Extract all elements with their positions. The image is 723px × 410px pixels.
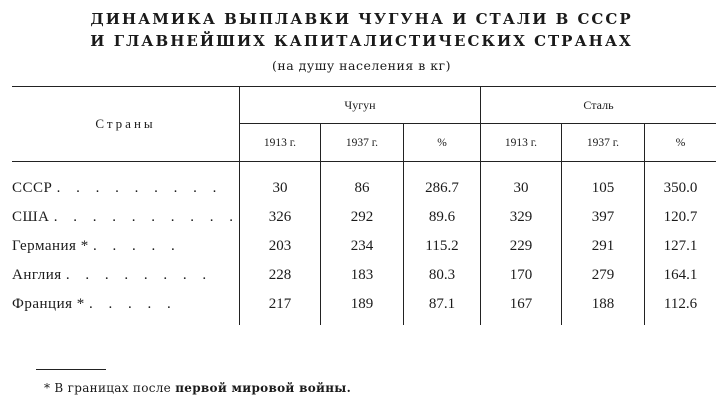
leader-dots: . . . . . xyxy=(89,296,177,312)
country-name: СССР xyxy=(12,180,53,196)
value-cell: 105 xyxy=(561,162,644,204)
value-cell: 188 xyxy=(561,290,644,325)
value-cell: 120.7 xyxy=(644,203,716,232)
table-row xyxy=(12,162,716,204)
value-cell: 291 xyxy=(561,232,644,261)
value-cell: 228 xyxy=(239,261,320,290)
data-table xyxy=(12,86,716,325)
value-cell: 350.0 xyxy=(644,162,716,204)
value-cell: 170 xyxy=(480,261,561,290)
table-row xyxy=(12,203,716,232)
leader-dots: . . . . . . . . . xyxy=(56,180,223,196)
footnote-prefix: * В границах после xyxy=(44,381,176,395)
value-cell: 87.1 xyxy=(403,290,480,325)
country-cell xyxy=(12,203,239,232)
value-cell: 112.6 xyxy=(644,290,716,325)
value-cell: 80.3 xyxy=(403,261,480,290)
value-cell: 326 xyxy=(239,203,320,232)
footnote-emphasis: первой мировой войны. xyxy=(175,381,352,395)
value-cell: 292 xyxy=(320,203,403,232)
leader-dots: . . . . . . . . . . xyxy=(53,209,239,225)
country-cell xyxy=(12,290,239,325)
steel-header: Сталь xyxy=(480,87,716,124)
value-cell: 286.7 xyxy=(403,162,480,204)
country-cell xyxy=(12,261,239,290)
value-cell: 203 xyxy=(239,232,320,261)
country-name: Англия xyxy=(12,267,62,283)
subheader-iron-1913: 1913 г. xyxy=(239,124,320,162)
country-name: США xyxy=(12,209,50,225)
country-name: Германия * xyxy=(12,238,89,254)
leader-dots: . . . . . xyxy=(92,238,181,254)
value-cell: 167 xyxy=(480,290,561,325)
footnote-rule xyxy=(36,369,106,370)
subheader-steel-percent: % xyxy=(644,124,716,162)
subheader-steel-1913: 1913 г. xyxy=(480,124,561,162)
value-cell: 329 xyxy=(480,203,561,232)
table-row xyxy=(12,232,716,261)
value-cell: 164.1 xyxy=(644,261,716,290)
value-cell: 86 xyxy=(320,162,403,204)
title-line-2: И ГЛАВНЕЙШИХ КАПИТАЛИСТИЧЕСКИХ СТРАНАХ xyxy=(90,32,633,50)
footnote xyxy=(44,381,351,395)
subheader-steel-1937: 1937 г. xyxy=(561,124,644,162)
table-row xyxy=(12,261,716,290)
value-cell: 234 xyxy=(320,232,403,261)
value-cell: 217 xyxy=(239,290,320,325)
country-name: Франция * xyxy=(12,296,85,312)
title-line-1: ДИНАМИКА ВЫПЛАВКИ ЧУГУНА И СТАЛИ В СССР xyxy=(90,10,633,28)
value-cell: 279 xyxy=(561,261,644,290)
subtitle: (на душу населения в кг) xyxy=(272,58,451,73)
value-cell: 229 xyxy=(480,232,561,261)
value-cell: 30 xyxy=(239,162,320,204)
value-cell: 127.1 xyxy=(644,232,716,261)
table-row xyxy=(12,290,716,325)
subheader-iron-percent: % xyxy=(403,124,480,162)
country-cell xyxy=(12,232,239,261)
country-cell xyxy=(12,162,239,204)
value-cell: 183 xyxy=(320,261,403,290)
pig-iron-header: Чугун xyxy=(239,87,480,124)
subheader-iron-1937: 1937 г. xyxy=(320,124,403,162)
value-cell: 115.2 xyxy=(403,232,480,261)
value-cell: 30 xyxy=(480,162,561,204)
leader-dots: . . . . . . . . xyxy=(65,267,213,283)
value-cell: 89.6 xyxy=(403,203,480,232)
value-cell: 189 xyxy=(320,290,403,325)
table-header-row xyxy=(12,87,716,124)
country-column-header: Страны xyxy=(12,87,239,162)
value-cell: 397 xyxy=(561,203,644,232)
